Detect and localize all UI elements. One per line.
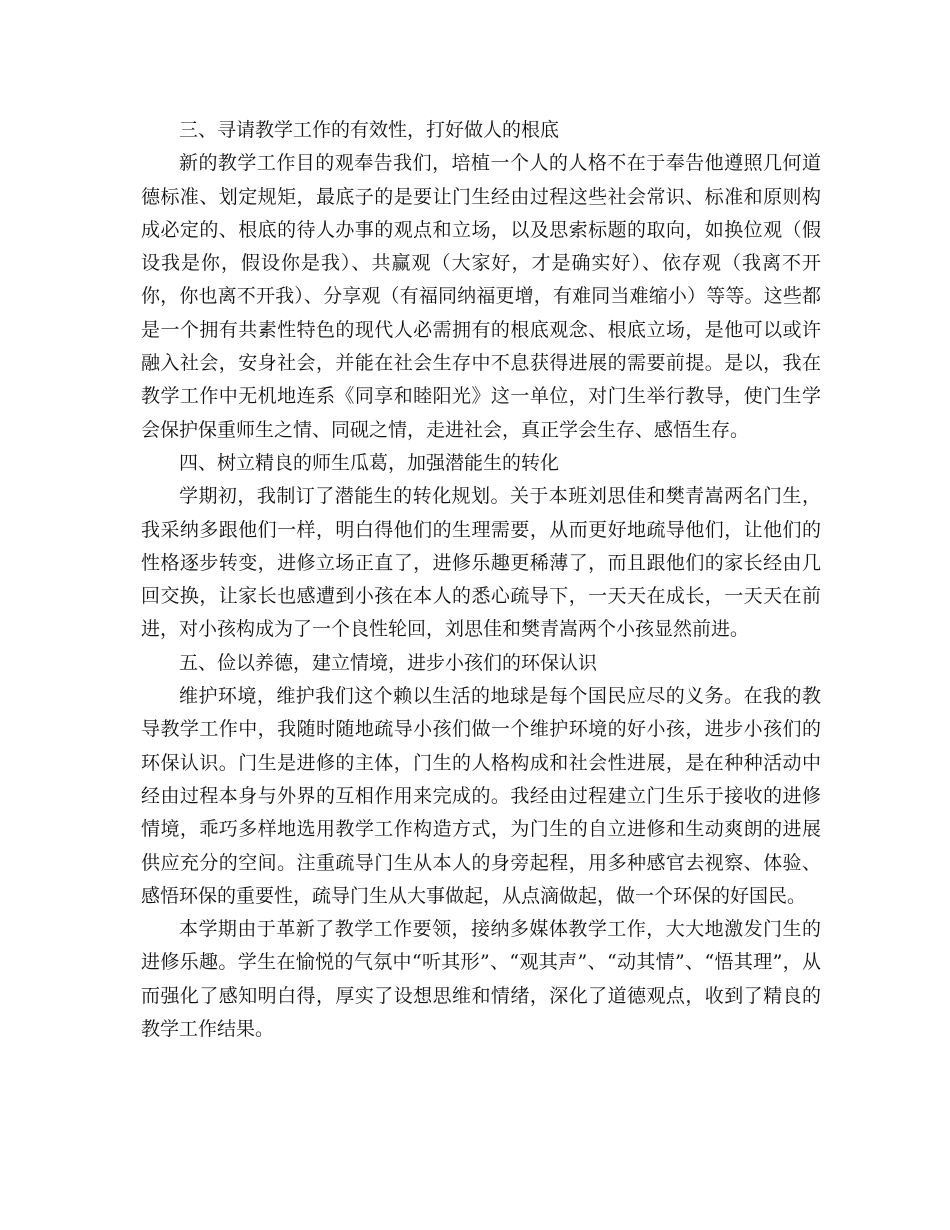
section-heading-5: 五、俭以养德，建立情境，进步小孩们的环保认识 (179, 651, 598, 674)
paragraph-section-4-body: 学期初，我制订了潜能生的转化规划。关于本班刘思佳和樊青嵩两名门生，我采纳多跟他们一样，明白得他们的生理需要，从而更好地疏导他们，让他们的性格逐步转变，进修立场正直了，进修乐趣更稀薄了，而且跟他们的家长经由几回交换，让家长也感遭到小孩在本人的悉心疏导下，一天天在成长，一天天在前进，对小孩构成为了一个良性轮回，刘思佳和樊青嵩两个小孩显然前进。 (141, 485, 821, 641)
document-body (141, 114, 821, 1046)
paragraph-section-3-body: 新的教学工作目的观奉告我们，培植一个人的人格不在于奉告他遵照几何道德标准、划定规矩，最底子的是要让门生经由过程这些社会常识、标准和原则构成必定的、根底的待人办事的观点和立场，以及思索标题的取向，如换位观（假设我是你，假设你是我）、共赢观（大家好，才是确实好）、依存观（我离不开你，你也离不开我）、分享观（有福同纳福更增，有难同当难缩小）等等。这些都是一个拥有共素性特色的现代人必需拥有的根底观念、根底立场，是他可以或许融入社会，安身社会，并能在社会生存中不息获得进展的需要前提。是以，我在教学工作中无机地连系《同享和睦阳光》这一单位，对门生举行教导，使门生学会保护保重师生之情、同砚之情，走进社会，真正学会生存、感悟生存。 (141, 152, 821, 441)
paragraph-section-5-body: 维护环境，维护我们这个赖以生活的地球是每个国民应尽的义务。在我的教导教学工作中，我随时随地疏导小孩们做一个维护环境的好小孩，进步小孩们的环保认识。门生是进修的主体，门生的人格构成和社会性进展，是在种种活动中经由过程本身与外界的互相作用来完成的。我经由过程建立门生乐于接收的进修情境，乖巧多样地选用教学工作构造方式，为门生的自立进修和生动爽朗的进展供应充分的空间。注重疏导门生从本人的身旁起程，用多种感官去视察、体验、感悟环保的重要性，疏导门生从大事做起，从点滴做起，做一个环保的好国民。 (141, 685, 821, 907)
section-heading-3: 三、寻请教学工作的有效性，打好做人的根底 (179, 119, 560, 141)
paragraph-conclusion: 本学期由于革新了教学工作要领，接纳多媒体教学工作，大大地激发门生的进修乐趣。学生在愉悦的气氛中“听其形”、“观其声”、“动其情”、“悟其理”，从而强化了感知明白得，厚实了设想思维和情绪，深化了道德观点，收到了精良的教学工作结果。 (141, 918, 821, 1041)
section-heading-4: 四、树立精良的师生瓜葛，加强潜能生的转化 (179, 451, 560, 474)
